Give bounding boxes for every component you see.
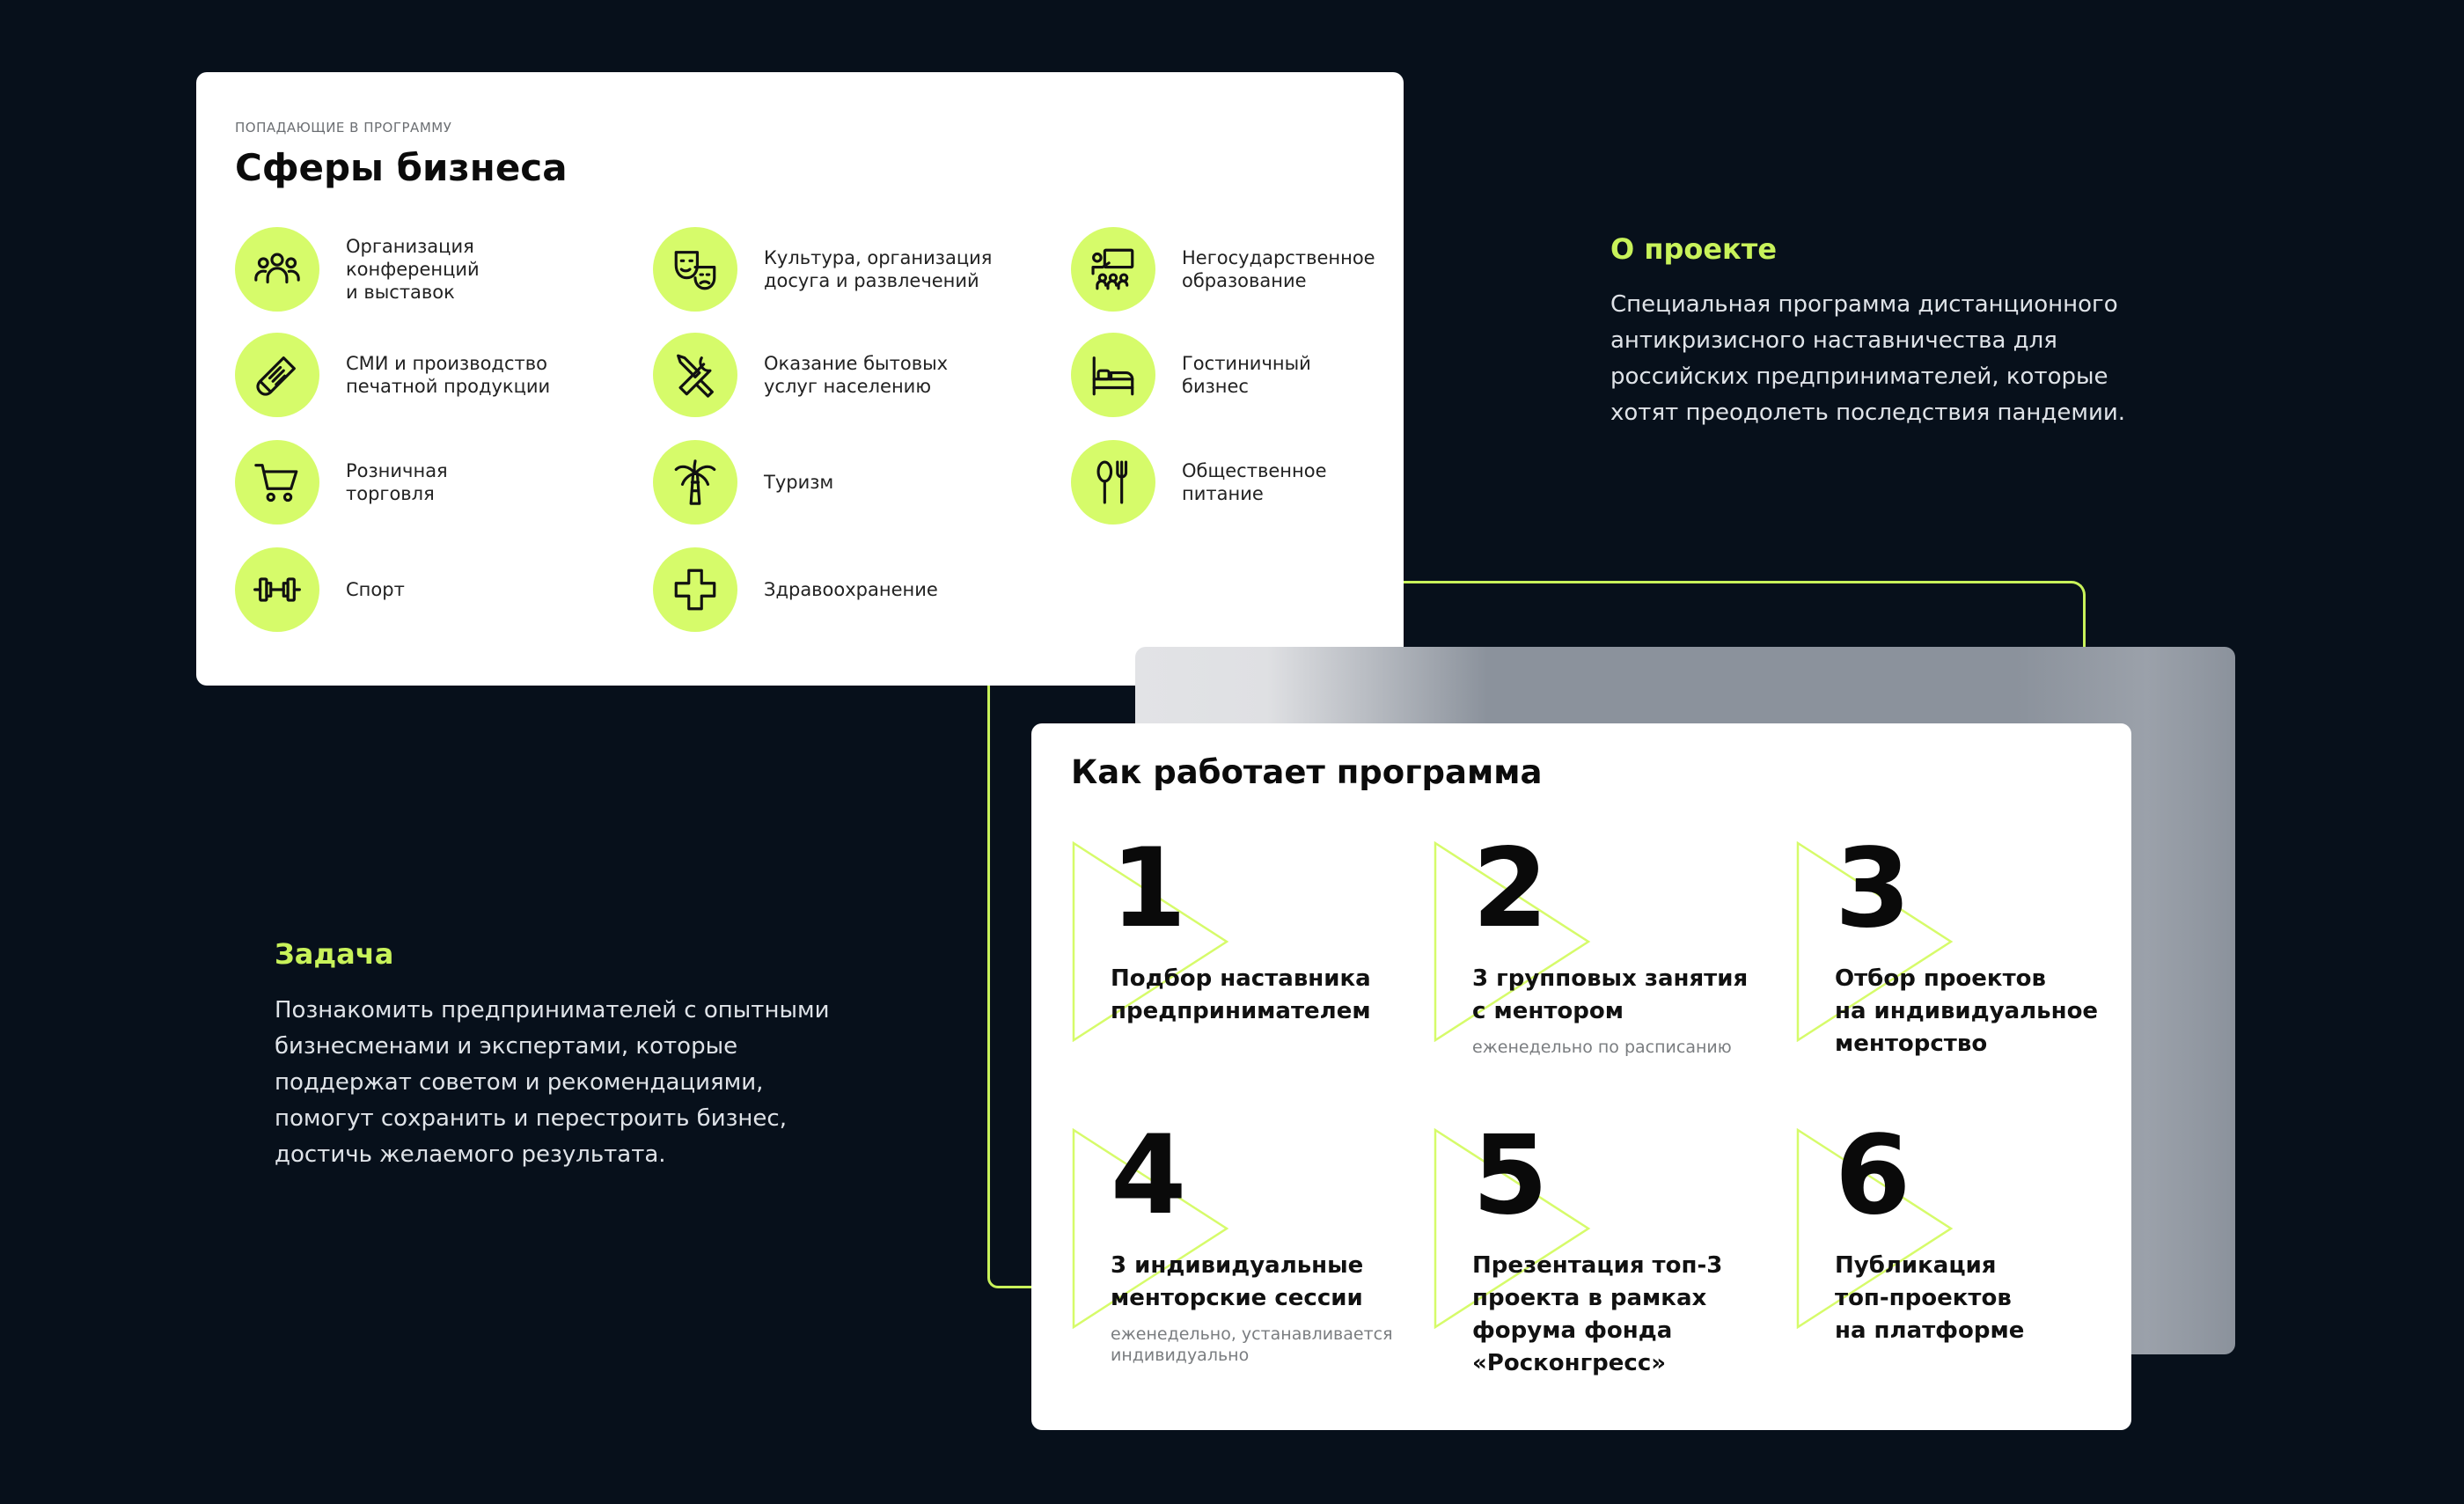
step-number: 5 (1472, 1112, 1549, 1239)
bed-icon (1071, 333, 1155, 417)
business-item-tourism (653, 440, 1028, 525)
business-item-label: Гостиничный бизнес (1182, 353, 1311, 397)
step-subtext: еженедельно, устанавливается индивидуально (1111, 1324, 1393, 1365)
business-item-label: Оказание бытовых услуг населению (764, 353, 949, 397)
step-text: Презентация топ-3 проекта в рамках форума фонда «Росконгресс» (1472, 1252, 1723, 1376)
business-eyebrow: ПОПАДАЮЩИЕ В ПРОГРАММУ (235, 120, 452, 136)
dumbbell-icon (235, 547, 319, 632)
business-item-health (653, 547, 1028, 632)
theater-masks-icon (653, 227, 737, 312)
step-number: 1 (1111, 825, 1187, 952)
shopping-cart-icon (235, 440, 319, 525)
how-it-works-card (1031, 723, 2131, 1430)
business-item-services (653, 333, 1028, 417)
business-item-label: Туризм (764, 472, 834, 493)
business-item-label: Здравоохранение (764, 579, 938, 600)
people-group-icon (235, 227, 319, 312)
business-item-label: Культура, организация досуга и развлечений (764, 247, 993, 291)
business-item-conferences (235, 227, 610, 312)
step-number: 2 (1472, 825, 1549, 952)
business-item-label: Розничная торговля (346, 460, 448, 504)
business-item-label: Спорт (346, 579, 405, 600)
business-item-label: Негосударственное образование (1182, 247, 1375, 291)
step-text: 3 групповых занятия с ментором (1472, 965, 1749, 1024)
business-item-culture (653, 227, 1028, 312)
about-text: Специальная программа дистанционного антикризисного наставничества для российских предпринимателей, которые хотят преодолеть последствия пандемии. (1610, 291, 2126, 426)
business-item-hotel (1071, 333, 1446, 417)
step-number: 4 (1111, 1112, 1187, 1239)
business-item-retail (235, 440, 610, 525)
business-spheres-card (196, 72, 1404, 686)
task-heading: Задача (275, 937, 394, 971)
business-title: Сферы бизнеса (235, 146, 568, 189)
wrench-screwdriver-icon (653, 333, 737, 417)
newspaper-roll-icon (235, 333, 319, 417)
step-text: Подбор наставника предпринимателем (1111, 965, 1371, 1024)
medical-cross-icon (653, 547, 737, 632)
step-number: 3 (1835, 825, 1911, 952)
business-item-label: СМИ и производство печатной продукции (346, 353, 551, 397)
fork-spoon-icon (1071, 440, 1155, 525)
steps-title: Как работает программа (1071, 753, 1543, 791)
business-item-catering (1071, 440, 1446, 525)
step-number: 6 (1835, 1112, 1911, 1239)
step-text: Отбор проектов на индивидуальное менторство (1835, 965, 2099, 1057)
business-item-label: Общественное питание (1182, 460, 1327, 504)
step-text: 3 индивидуальные менторские сессии (1111, 1252, 1364, 1311)
business-item-sport (235, 547, 610, 632)
step-subtext: еженедельно по расписанию (1472, 1038, 1732, 1057)
about-heading: О проекте (1610, 232, 1778, 266)
business-item-label: Организация конференций и выставок (346, 236, 480, 303)
business-item-education (1071, 227, 1446, 312)
classroom-icon (1071, 227, 1155, 312)
business-item-media (235, 333, 610, 417)
palm-tree-icon (653, 440, 737, 525)
task-text: Познакомить предпринимателей с опытными бизнесменами и экспертами, которые поддержат советом и рекомендациями, помогут сохранить и перестроить бизнес, достичь желаемого результата. (275, 997, 830, 1168)
step-text: Публикация топ-проектов на платформе (1835, 1252, 2025, 1344)
